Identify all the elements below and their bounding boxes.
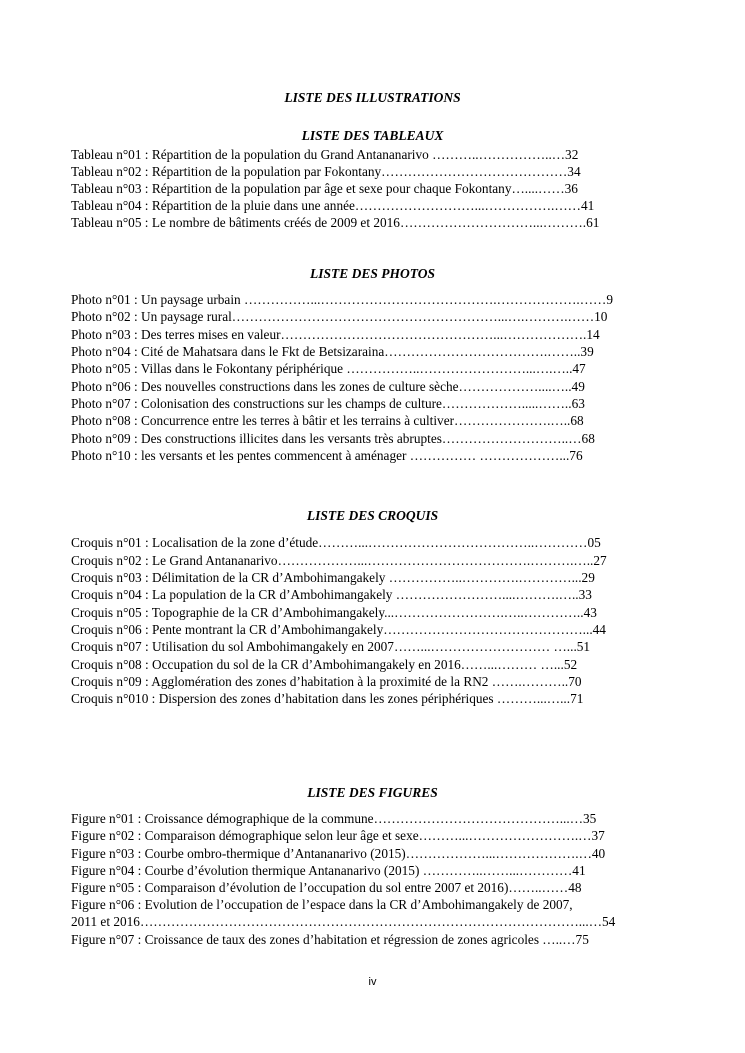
section-title-tableaux: LISTE DES TABLEAUX — [301, 128, 444, 143]
list-item: Croquis n°02 : Le Grand Antananarivo………………...……………………………….……….…..27 — [71, 553, 607, 568]
list-item: Tableau n°04 : Répartition de la pluie dans une année………………………...…………….……41 — [71, 198, 595, 213]
page-number: iv — [368, 976, 377, 988]
list-item: Photo n°03 : Des terres mises en valeur…………………………………………...……………….14 — [71, 327, 600, 342]
list-item: Croquis n°08 : Occupation du sol de la CR d’Ambohimangakely en 2016……...……… …...52 — [71, 657, 578, 672]
list-item: Photo n°06 : Des nouvelles constructions dans les zones de culture sèche………………....…..49 — [71, 379, 585, 394]
list-item: Tableau n°02 : Répartition de la population par Fokontany……………………………………34 — [71, 164, 581, 179]
list-item: Figure n°05 : Comparaison d’évolution de l’occupation du sol entre 2007 et 2016)……..……48 — [71, 880, 582, 895]
list-item: Croquis n°05 : Topographie de la CR d’Ambohimangakely...…………………….…..…………..43 — [71, 605, 597, 620]
list-item: Photo n°01 : Un paysage urbain ……………...………………………………….……………….……9 — [71, 292, 613, 307]
list-item: Photo n°05 : Villas dans le Fokontany périphérique ……………..……………………...….…..47 — [71, 361, 586, 376]
section-title-photos: LISTE DES PHOTOS — [309, 266, 436, 281]
list-item: Figure n°07 : Croissance de taux des zones d’habitation et régression de zones agricoles …..…75 — [71, 932, 589, 947]
list-item: Figure n°01 : Croissance démographique de la commune……………………………………...…35 — [71, 811, 597, 826]
list-item: 2011 et 2016………………………………………………………………………………………...…54 — [71, 914, 616, 929]
list-item: Photo n°07 : Colonisation des constructions sur les champs de culture……………….....……..63 — [71, 396, 585, 411]
list-item: Tableau n°03 : Répartition de la population par âge et sexe pour chaque Fokontany…....……36 — [71, 181, 578, 196]
list-item: Photo n°09 : Des constructions illicites dans les versants très abruptes………………………..…68 — [71, 431, 595, 446]
list-item: Photo n°08 : Concurrence entre les terres à bâtir et les terrains à cultiver………………….…..68 — [71, 413, 584, 428]
list-item: Photo n°02 : Un paysage rural……………………………………………………...….……….……10 — [71, 309, 608, 324]
list-item: Croquis n°06 : Pente montrant la CR d’Ambohimangakely………………………………………...44 — [71, 622, 606, 637]
section-title-figures: LISTE DES FIGURES — [307, 785, 438, 800]
list-item: Photo n°04 : Cité de Mahatsara dans le Fkt de Betsizaraina……………………………….……..39 — [71, 344, 594, 359]
list-item: Photo n°10 : les versants et les pentes commencent à aménager …………… ………………...76 — [71, 448, 583, 463]
list-item: Tableau n°05 : Le nombre de bâtiments créés de 2009 et 2016…………………………...……….61 — [71, 215, 600, 230]
list-item: Croquis n°010 : Dispersion des zones d’habitation dans les zones périphériques ………...…...71 — [71, 691, 584, 706]
list-item: Croquis n°03 : Délimitation de la CR d’Ambohimangakely ……………..………….…………...29 — [71, 570, 595, 585]
list-item: Croquis n°04 : La population de la CR d’Ambohimangakely ……………………....……….…..33 — [71, 587, 592, 602]
list-item: Figure n°06 : Evolution de l’occupation de l’espace dans la CR d’Ambohimangakely de 2007, — [71, 897, 573, 912]
list-item: Croquis n°01 : Localisation de la zone d’étude………...………………………………..…………05 — [71, 535, 601, 550]
list-item: Figure n°03 : Courbe ombro-thermique d’Antananarivo (2015)………………...……………….…40 — [71, 846, 606, 861]
list-item: Tableau n°01 : Répartition de la population du Grand Antananarivo ………..……………..…32 — [71, 147, 579, 162]
list-item: Croquis n°09 : Agglomération des zones d’habitation à la proximité de la RN2 …….………..70 — [71, 674, 582, 689]
list-item: Figure n°02 : Comparaison démographique selon leur âge et sexe………...…………………….…37 — [71, 828, 605, 843]
main-title: LISTE DES ILLUSTRATIONS — [284, 90, 461, 105]
list-item: Figure n°04 : Courbe d’évolution thermique Antananarivo (2015) …………..……...…………41 — [71, 863, 586, 878]
section-title-croquis: LISTE DES CROQUIS — [306, 508, 439, 523]
list-item: Croquis n°07 : Utilisation du sol Ambohimangakely en 2007……...……………………… …...51 — [71, 639, 591, 654]
